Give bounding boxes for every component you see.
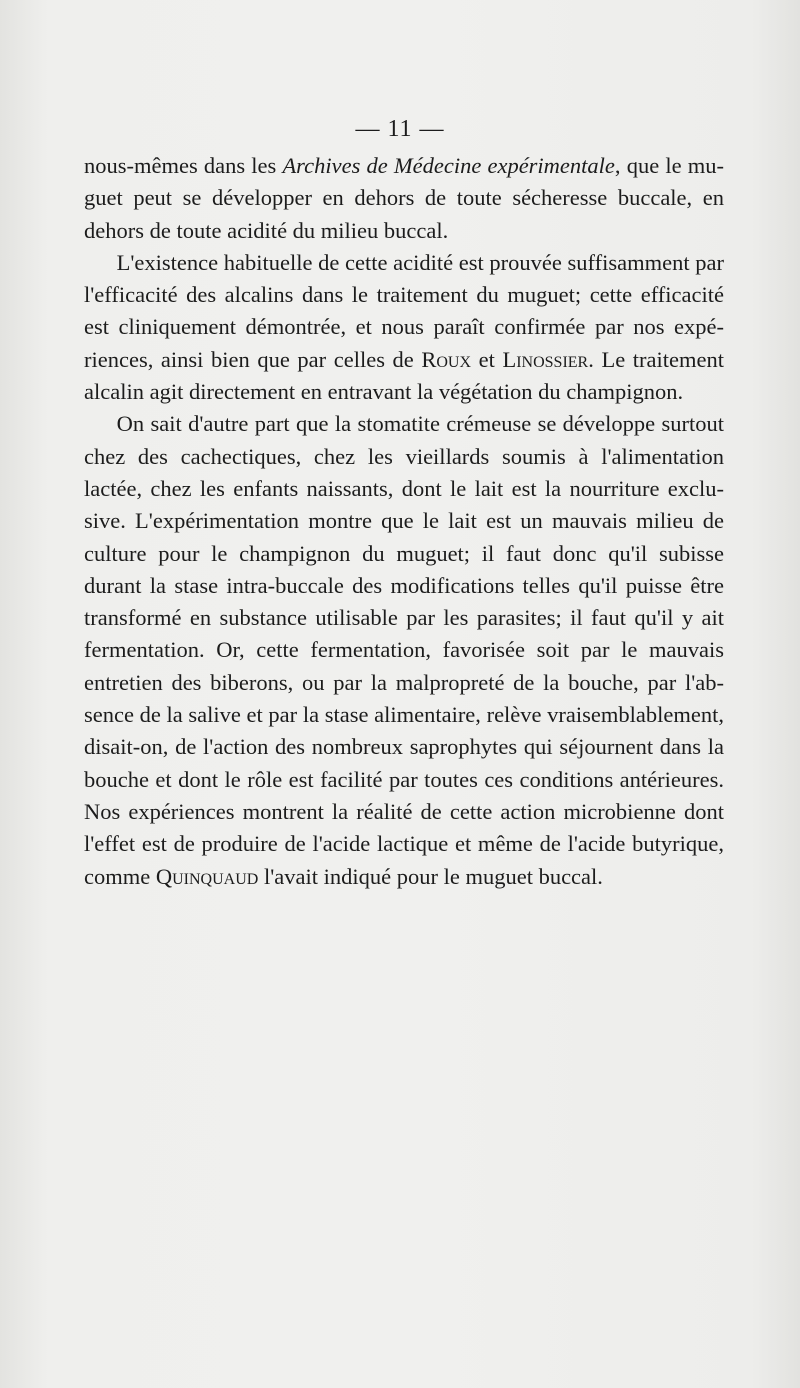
author-name-quinquaud: Quinquaud [155,863,259,889]
paragraph-3 [84,408,724,892]
segment: . Le traitement alcalin agit directement en entravant la végétation du champignon. [84,346,724,405]
segment: et [471,346,503,372]
segment: , que le muguet peut se développer en dehors de toute sécheresse buccale, en dehors de toute acidité du milieu buccal. [84,153,724,243]
author-name-roux: Roux [421,346,472,372]
segment: L'existence habituelle de cette acidité est prouvée suffisamment par l'efficacité des alcalins dans le traitement du muguet; cette efficacité est cliniquement démontrée, et nous paraît confirmée par nos expériences, ainsi bien que par celles de [84,249,724,372]
paragraph-2 [84,247,724,408]
segment: l'avait indiqué pour le muguet buccal. [258,863,603,889]
page-number: — 11 — [355,116,445,142]
body-text [84,150,724,893]
paragraph-1 [84,150,724,247]
segment: nous-mêmes dans les [84,153,283,178]
journal-title: Archives de Médecine expérimentale [282,153,615,178]
segment: On sait d'autre part que la stomatite crémeuse se développe surtout chez des cachectiques, chez les vieillards soumis à l'alimentation lactée, chez les enfants naissants, dont le lait est la nourriture exclusive. L'expérimentation montre que le lait est un mauvais milieu de culture pour le champignon du muguet; il faut donc qu'il subisse durant la stase intra-buccale des modifications telles qu'il puisse être transformé en substance utilisable par les parasites; il faut qu'il y ait fermentation. Or, cette fermentation, favorisée soit par le mauvais entretien des biberons, ou par la malpropreté de la bouche, par l'absence de la salive et par la stase alimentaire, relève vraisemblablement, disait-on, de l'action des nombreux saprophytes qui séjournent dans la bouche et dont le rôle est facilité par toutes ces conditions antérieures. Nos expériences montrent la réalité de cette action microbienne dont l'effet est de produire de l'acide lactique et même de l'acide butyrique, comme [84,411,724,889]
author-name-linossier: Linossier [502,346,589,372]
